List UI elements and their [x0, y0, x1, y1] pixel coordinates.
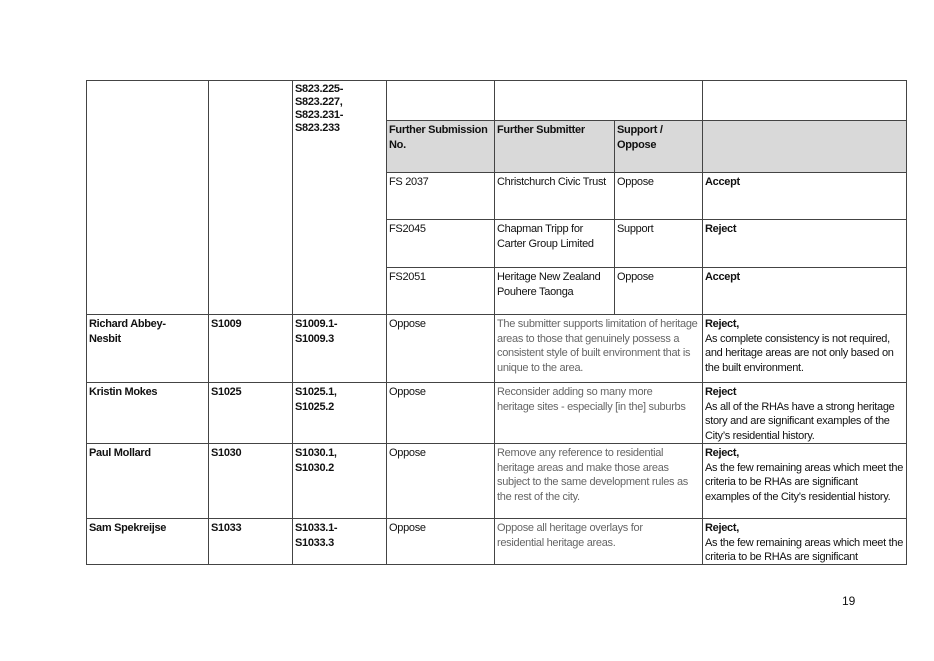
- further-submission-no: FS2045: [386, 219, 495, 268]
- position: Oppose: [386, 518, 495, 565]
- table-cell-empty: [86, 80, 209, 315]
- header-support-oppose: Support / Oppose: [614, 120, 703, 173]
- decision: Reject,: [705, 318, 739, 330]
- further-submitter: Heritage New Zealand Pouhere Taonga: [494, 267, 615, 315]
- header-empty: [702, 120, 907, 173]
- position: Oppose: [386, 314, 495, 383]
- submission-number: S1033: [208, 518, 293, 565]
- decision: Reject,: [705, 522, 739, 534]
- submission-points-cell: [292, 80, 387, 315]
- submitter-name: Richard Abbey-Nesbit: [86, 314, 209, 383]
- reference: S823.225-: [295, 83, 344, 95]
- further-position: Oppose: [614, 267, 703, 315]
- reference: S823.227,: [295, 96, 343, 108]
- table-cell-empty: [386, 80, 495, 121]
- submission-points: S1030.1, S1030.2: [292, 443, 387, 519]
- submitter-name: Paul Mollard: [86, 443, 209, 519]
- further-position: Oppose: [614, 172, 703, 220]
- summary: Remove any reference to residential heritage areas and make those areas subject to the same development rules as the rest of the city.: [494, 443, 703, 519]
- decision-cell: [702, 443, 907, 519]
- table-cell-empty: [494, 80, 703, 121]
- further-submitter: Chapman Tripp for Carter Group Limited: [494, 219, 615, 268]
- further-decision: Accept: [702, 172, 907, 220]
- further-position: Support: [614, 219, 703, 268]
- page-number: 19: [842, 594, 856, 608]
- decision-cell: [702, 518, 907, 565]
- further-submission-no: FS2051: [386, 267, 495, 315]
- reference: S823.231-: [295, 109, 344, 121]
- reason: As all of the RHAs have a strong heritage story and are significant examples of the City’s residential history.: [705, 400, 895, 442]
- summary: Reconsider adding so many more heritage sites - especially [in the] suburbs: [494, 382, 703, 444]
- header-further-submitter: Further Submitter: [494, 120, 615, 173]
- reference: S823.233: [295, 122, 340, 134]
- decision-cell: [702, 314, 907, 383]
- submitter-name: Sam Spekreijse: [86, 518, 209, 565]
- summary: Oppose all heritage overlays for residential heritage areas.: [494, 518, 703, 565]
- reason: As the few remaining areas which meet the criteria to be RHAs are significant examples of the City’s residential history.: [705, 461, 904, 503]
- submission-number: S1009: [208, 314, 293, 383]
- position: Oppose: [386, 443, 495, 519]
- reason: As complete consistency is not required, and heritage areas are not only based on the built environment.: [705, 332, 894, 374]
- submitter-name: Kristin Mokes: [86, 382, 209, 444]
- table-cell-empty: [208, 80, 293, 315]
- decision: Reject,: [705, 447, 739, 459]
- submission-points: S1025.1, S1025.2: [292, 382, 387, 444]
- decision-cell: [702, 382, 907, 444]
- table-cell-empty: [702, 80, 907, 121]
- submission-points: S1009.1-S1009.3: [292, 314, 387, 383]
- position: Oppose: [386, 382, 495, 444]
- reason: As the few remaining areas which meet the criteria to be RHAs are significant: [705, 536, 904, 563]
- decision: Reject: [705, 386, 737, 398]
- further-submitter: Christchurch Civic Trust: [494, 172, 615, 220]
- submission-number: S1025: [208, 382, 293, 444]
- submission-number: S1030: [208, 443, 293, 519]
- submission-points: S1033.1-S1033.3: [292, 518, 387, 565]
- further-submission-no: FS 2037: [386, 172, 495, 220]
- further-decision: Reject: [702, 219, 907, 268]
- further-decision: Accept: [702, 267, 907, 315]
- header-further-submission-no: Further Submission No.: [386, 120, 495, 173]
- summary: The submitter supports limitation of heritage areas to those that genuinely possess a consistent style of built environment that is unique to the area.: [494, 314, 703, 383]
